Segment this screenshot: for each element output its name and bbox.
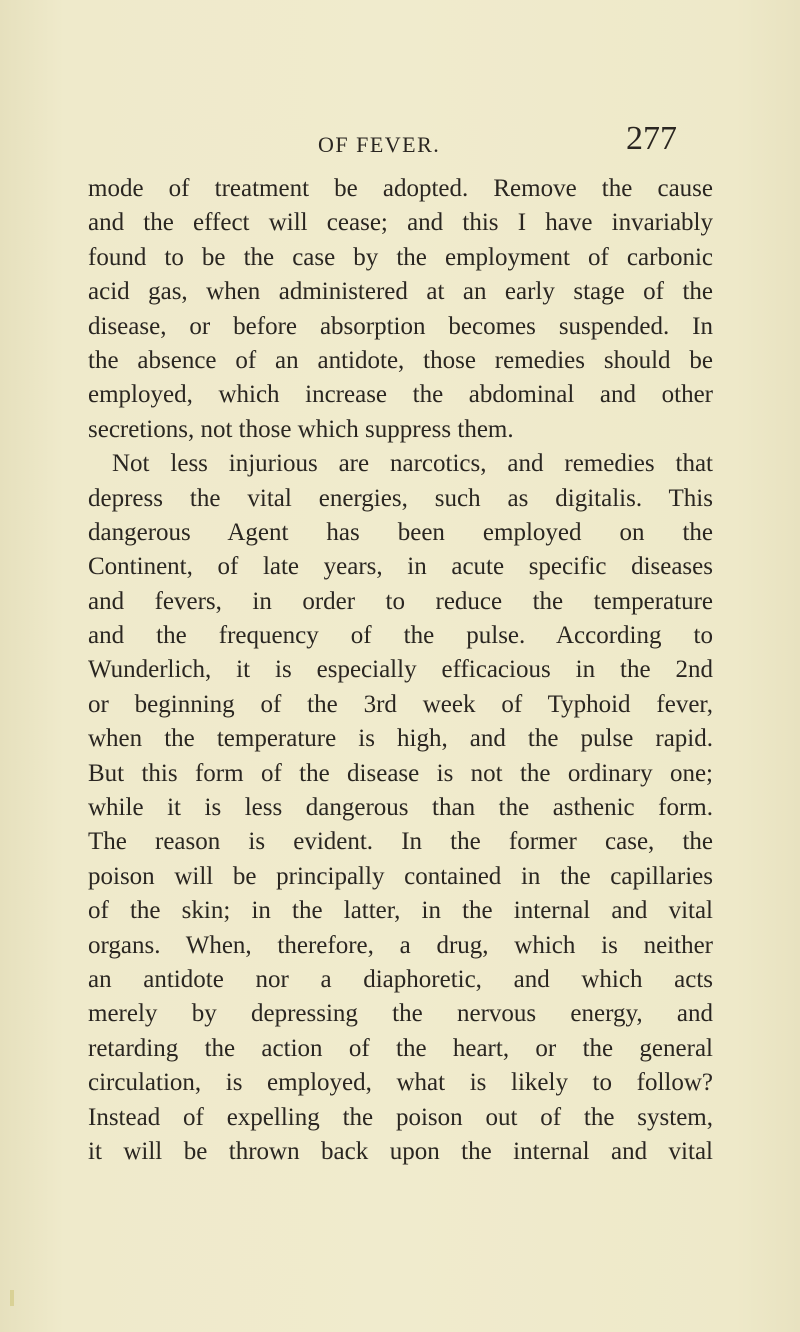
text-line: retarding the action of the heart, or the general [88,1034,713,1062]
text-line: employed, which increase the abdominal and other [88,381,713,409]
text-line: acid gas, when administered at an early stage of the [88,278,713,306]
text-line: depress the vital energies, such as digitalis. This [88,484,713,512]
text-line: and the frequency of the pulse. According to [88,622,713,650]
text-line: disease, or before absorption becomes suspended. In [88,312,713,340]
text-line: circulation, is employed, what is likely to follow? [88,1069,713,1097]
text-line: or beginning of the 3rd week of Typhoid fever, [88,690,713,718]
running-head: OF FEVER. [318,132,441,157]
text-line: and fevers, in order to reduce the temperature [88,587,713,615]
text-line: Continent, of late years, in acute specific diseases [88,553,713,581]
text-line: Not less injurious are narcotics, and remedies that [112,450,713,478]
text-line: The reason is evident. In the former case, the [88,828,713,856]
page-header [0,118,800,168]
text-line: when the temperature is high, and the pulse rapid. [88,725,713,753]
text-line: found to be the case by the employment of carbonic [88,243,713,271]
paper-blemish [10,1290,14,1306]
text-line: Wunderlich, it is especially efficacious in the 2nd [88,656,713,684]
text-line: mode of treatment be adopted. Remove the cause [88,175,713,202]
text-line: Instead of expelling the poison out of the system, [88,1103,713,1131]
page-number: 277 [626,120,677,157]
text-line: But this form of the disease is not the ordinary one; [88,759,713,787]
text-line: while it is less dangerous than the asthenic form. [88,794,713,822]
text-line: and the effect will cease; and this I have invariably [88,209,713,237]
text-line: of the skin; in the latter, in the internal and vital [88,897,713,925]
text-line: an antidote nor a diaphoretic, and which acts [88,965,713,993]
text-line: secretions, not those which suppress them. [88,415,514,443]
body-text [88,172,713,1169]
text-line: poison will be principally contained in the capillaries [88,862,713,890]
text-line: the absence of an antidote, those remedies should be [88,346,713,374]
text-line: merely by depressing the nervous energy, and [88,1000,713,1028]
text-line: it will be thrown back upon the internal and vital [88,1137,713,1165]
text-line: dangerous Agent has been employed on the [88,518,713,546]
text-line: organs. When, therefore, a drug, which is neither [88,931,713,959]
